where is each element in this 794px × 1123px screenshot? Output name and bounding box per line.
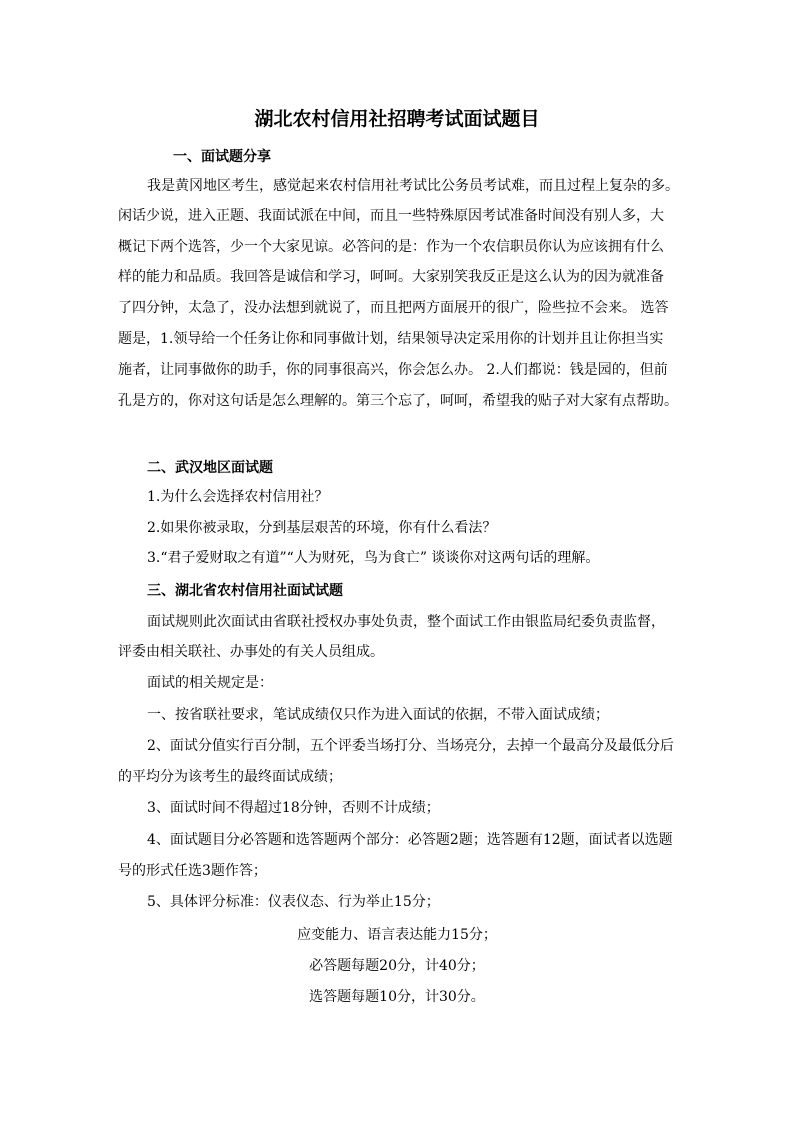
rule-item-continued: 的平均分为该考生的最终面试成绩； bbox=[118, 769, 342, 785]
section3-heading: 三、湖北省农村信用社面试试题 bbox=[147, 583, 343, 599]
section1-heading: 一、面试题分享 bbox=[173, 149, 271, 165]
document-title: 湖北农村信用社招聘考试面试题目 bbox=[254, 108, 540, 130]
section1-line: 样的能力和品质。我回答是诚信和学习，呵呵。大家别笑我反正是这么认为的因为就准备 bbox=[118, 269, 664, 285]
section1-line: 闲话少说，进入正题、我面试派在中间，而且一些特殊原因考试准备时间没有别人多，大 bbox=[118, 208, 664, 224]
rule-item: 2、面试分值实行百分制，五个评委当场打分、当场亮分，去掉一个最高分及最低分后 bbox=[147, 738, 674, 754]
section2-item: 1.为什么会选择农村信用社？ bbox=[147, 489, 329, 505]
rule-item: 4、面试题目分必答题和选答题两个部分：必答题2题；选答题有12题，面试者以选题 bbox=[147, 832, 673, 848]
scoring-line: 选答题每题10分，计30分。 bbox=[309, 989, 485, 1005]
section3-paragraph-line: 评委由相关联社、办事处的有关人员组成。 bbox=[118, 644, 384, 660]
section2-item: 3.“君子爱财取之有道”“人为财死，鸟为食亡” 谈谈你对这两句话的理解。 bbox=[147, 550, 600, 566]
section2-item: 2.如果你被录取，分到基层艰苦的环境，你有什么看法？ bbox=[147, 520, 497, 536]
rule-item: 5、具体评分标准：仪表仪态、行为举止15分； bbox=[147, 894, 440, 910]
rule-item: 一、按省联社要求，笔试成绩仅只作为进入面试的依据，不带入面试成绩； bbox=[147, 707, 609, 723]
rule-item: 3、面试时间不得超过18分钟，否则不计成绩； bbox=[147, 800, 440, 816]
section1-line: 施者，让同事做你的助手，你的同事很高兴，你会怎么办。 2.人们都说：钱是园的，但前 bbox=[118, 362, 668, 378]
section1-line: 概记下两个选答，少一个大家见谅。必答问的是：作为一个农信职员你认为应该拥有什么 bbox=[118, 239, 664, 255]
scoring-line: 应变能力、语言表达能力15分； bbox=[297, 927, 497, 943]
scoring-line: 必答题每题20分，计40分； bbox=[309, 958, 485, 974]
rule-item-continued: 号的形式任选3题作答； bbox=[118, 863, 267, 879]
section1-line: 题是，1.领导给一个任务让你和同事做计划，结果领导决定采用你的计划并且让你担当实 bbox=[118, 331, 664, 347]
section1-line: 孔是方的，你对这句话是怎么理解的。第三个忘了，呵呵，希望我的贴子对大家有点帮助。 bbox=[118, 393, 678, 409]
section1-line: 了四分钟，太急了，没办法想到就说了，而且把两方面展开的很广，险些拉不会来。 选答 bbox=[118, 300, 669, 316]
section1-line: 我是黄冈地区考生，感觉起来农村信用社考试比公务员考试难，而且过程上复杂的多。 bbox=[147, 178, 679, 194]
section2-heading: 二、武汉地区面试题 bbox=[147, 460, 273, 476]
rules-intro: 面试的相关规定是： bbox=[147, 675, 273, 691]
section3-paragraph-line: 面试规则此次面试由省联社授权办事处负责，整个面试工作由银监局纪委负责监督， bbox=[147, 614, 665, 630]
